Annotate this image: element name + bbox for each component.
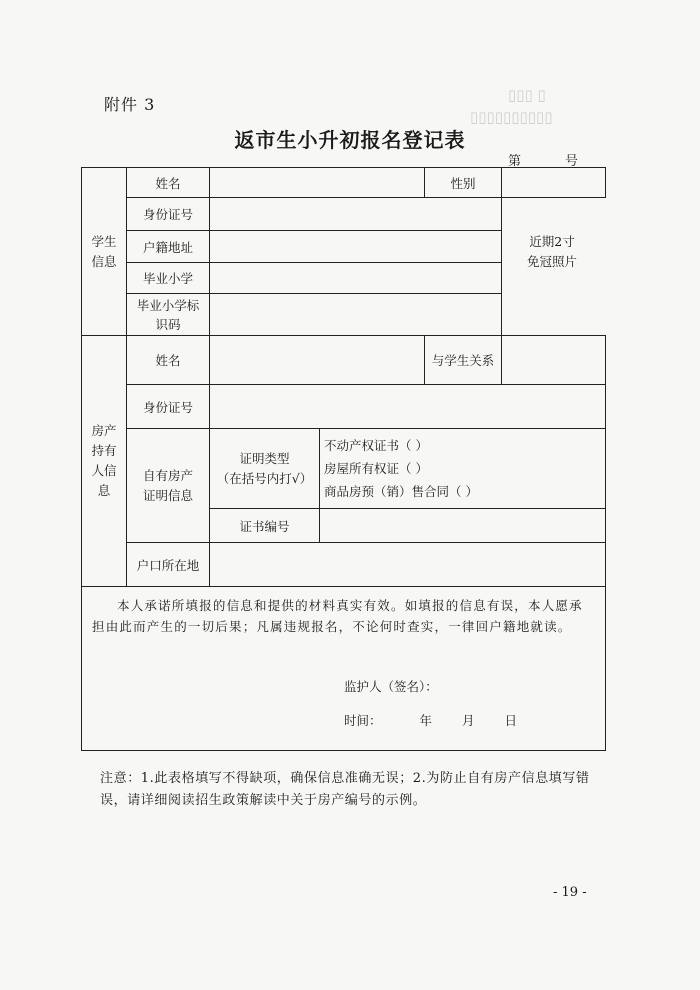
- student-name-field[interactable]: [210, 168, 425, 198]
- attachment-label: 附件 3: [104, 95, 156, 114]
- month-label: 月: [462, 713, 475, 728]
- signature-date[interactable]: [92, 711, 595, 729]
- owner-id-label: 身份证号: [127, 385, 210, 429]
- certificate-option-property-right[interactable]: 不动产权证书（ ）: [324, 438, 428, 453]
- certificate-number-label: 证书编号: [210, 509, 320, 543]
- guardian-signature[interactable]: 监护人（签名）：: [344, 679, 438, 694]
- time-label: 时间：: [344, 713, 382, 728]
- year-label: 年: [419, 713, 433, 728]
- certificate-number-field[interactable]: [320, 509, 606, 543]
- student-gender-label: 性别: [425, 168, 502, 198]
- primary-school-field[interactable]: [210, 263, 502, 294]
- student-id-field[interactable]: [210, 198, 502, 231]
- household-location-label: 户口所在地: [127, 543, 210, 587]
- school-code-label: 毕业小学标 识码: [127, 294, 210, 336]
- promise-text: 本人承诺所填报的信息和提供的材料真实有效。如填报的信息有误，本人愿承担由此而产生的一切后果；凡属违规报名，不论何时查实，一律回户籍地就读。: [92, 598, 583, 634]
- owner-id-field[interactable]: [210, 385, 606, 429]
- certificate-type-label: 证明类型 （在括号内打√）: [210, 429, 320, 509]
- bleed-through-shadow: ▯▯▯▯▯▯▯▯▯▯: [470, 108, 553, 126]
- hukou-address-label: 户籍地址: [127, 231, 210, 263]
- serial-suffix: 号: [565, 154, 579, 169]
- student-id-label: 身份证号: [127, 198, 210, 231]
- certificate-info-label: 自有房产 证明信息: [127, 429, 210, 543]
- primary-school-label: 毕业小学: [127, 263, 210, 294]
- certificate-option-presale-contract[interactable]: 商品房预（销）售合同（ ）: [324, 484, 478, 499]
- student-name-label: 姓名: [127, 168, 210, 198]
- day-label: 日: [504, 713, 518, 728]
- relation-label: 与学生关系: [425, 336, 502, 385]
- bleed-through-shadow: ▯▯▯ ▯: [508, 86, 546, 104]
- note-text: 注意：1.此表格填写不得缺项，确保信息准确无误；2.为防止自有房产信息填写错误，请详细阅读招生政策解读中关于房产编号的示例。: [100, 771, 590, 808]
- owner-section-label: 房产 持有 人信 息: [82, 336, 127, 587]
- school-code-field[interactable]: [210, 294, 502, 336]
- page-number: - 19 -: [553, 885, 587, 900]
- page-title: 返市生小升初报名登记表: [234, 128, 466, 152]
- serial-prefix: 第: [508, 154, 522, 169]
- owner-name-field[interactable]: [210, 336, 425, 385]
- photo-box[interactable]: [499, 167, 605, 337]
- household-location-field[interactable]: [210, 543, 606, 587]
- student-section-label: 学生 信息: [82, 168, 127, 336]
- photo-label: 近期2寸 免冠照片: [526, 234, 577, 269]
- certificate-type-options: [320, 429, 606, 509]
- certificate-option-ownership[interactable]: 房屋所有权证（ ）: [324, 461, 428, 476]
- hukou-address-field[interactable]: [210, 231, 502, 263]
- promise-section: [82, 587, 606, 751]
- relation-field[interactable]: [502, 336, 606, 385]
- owner-name-label: 姓名: [127, 336, 210, 385]
